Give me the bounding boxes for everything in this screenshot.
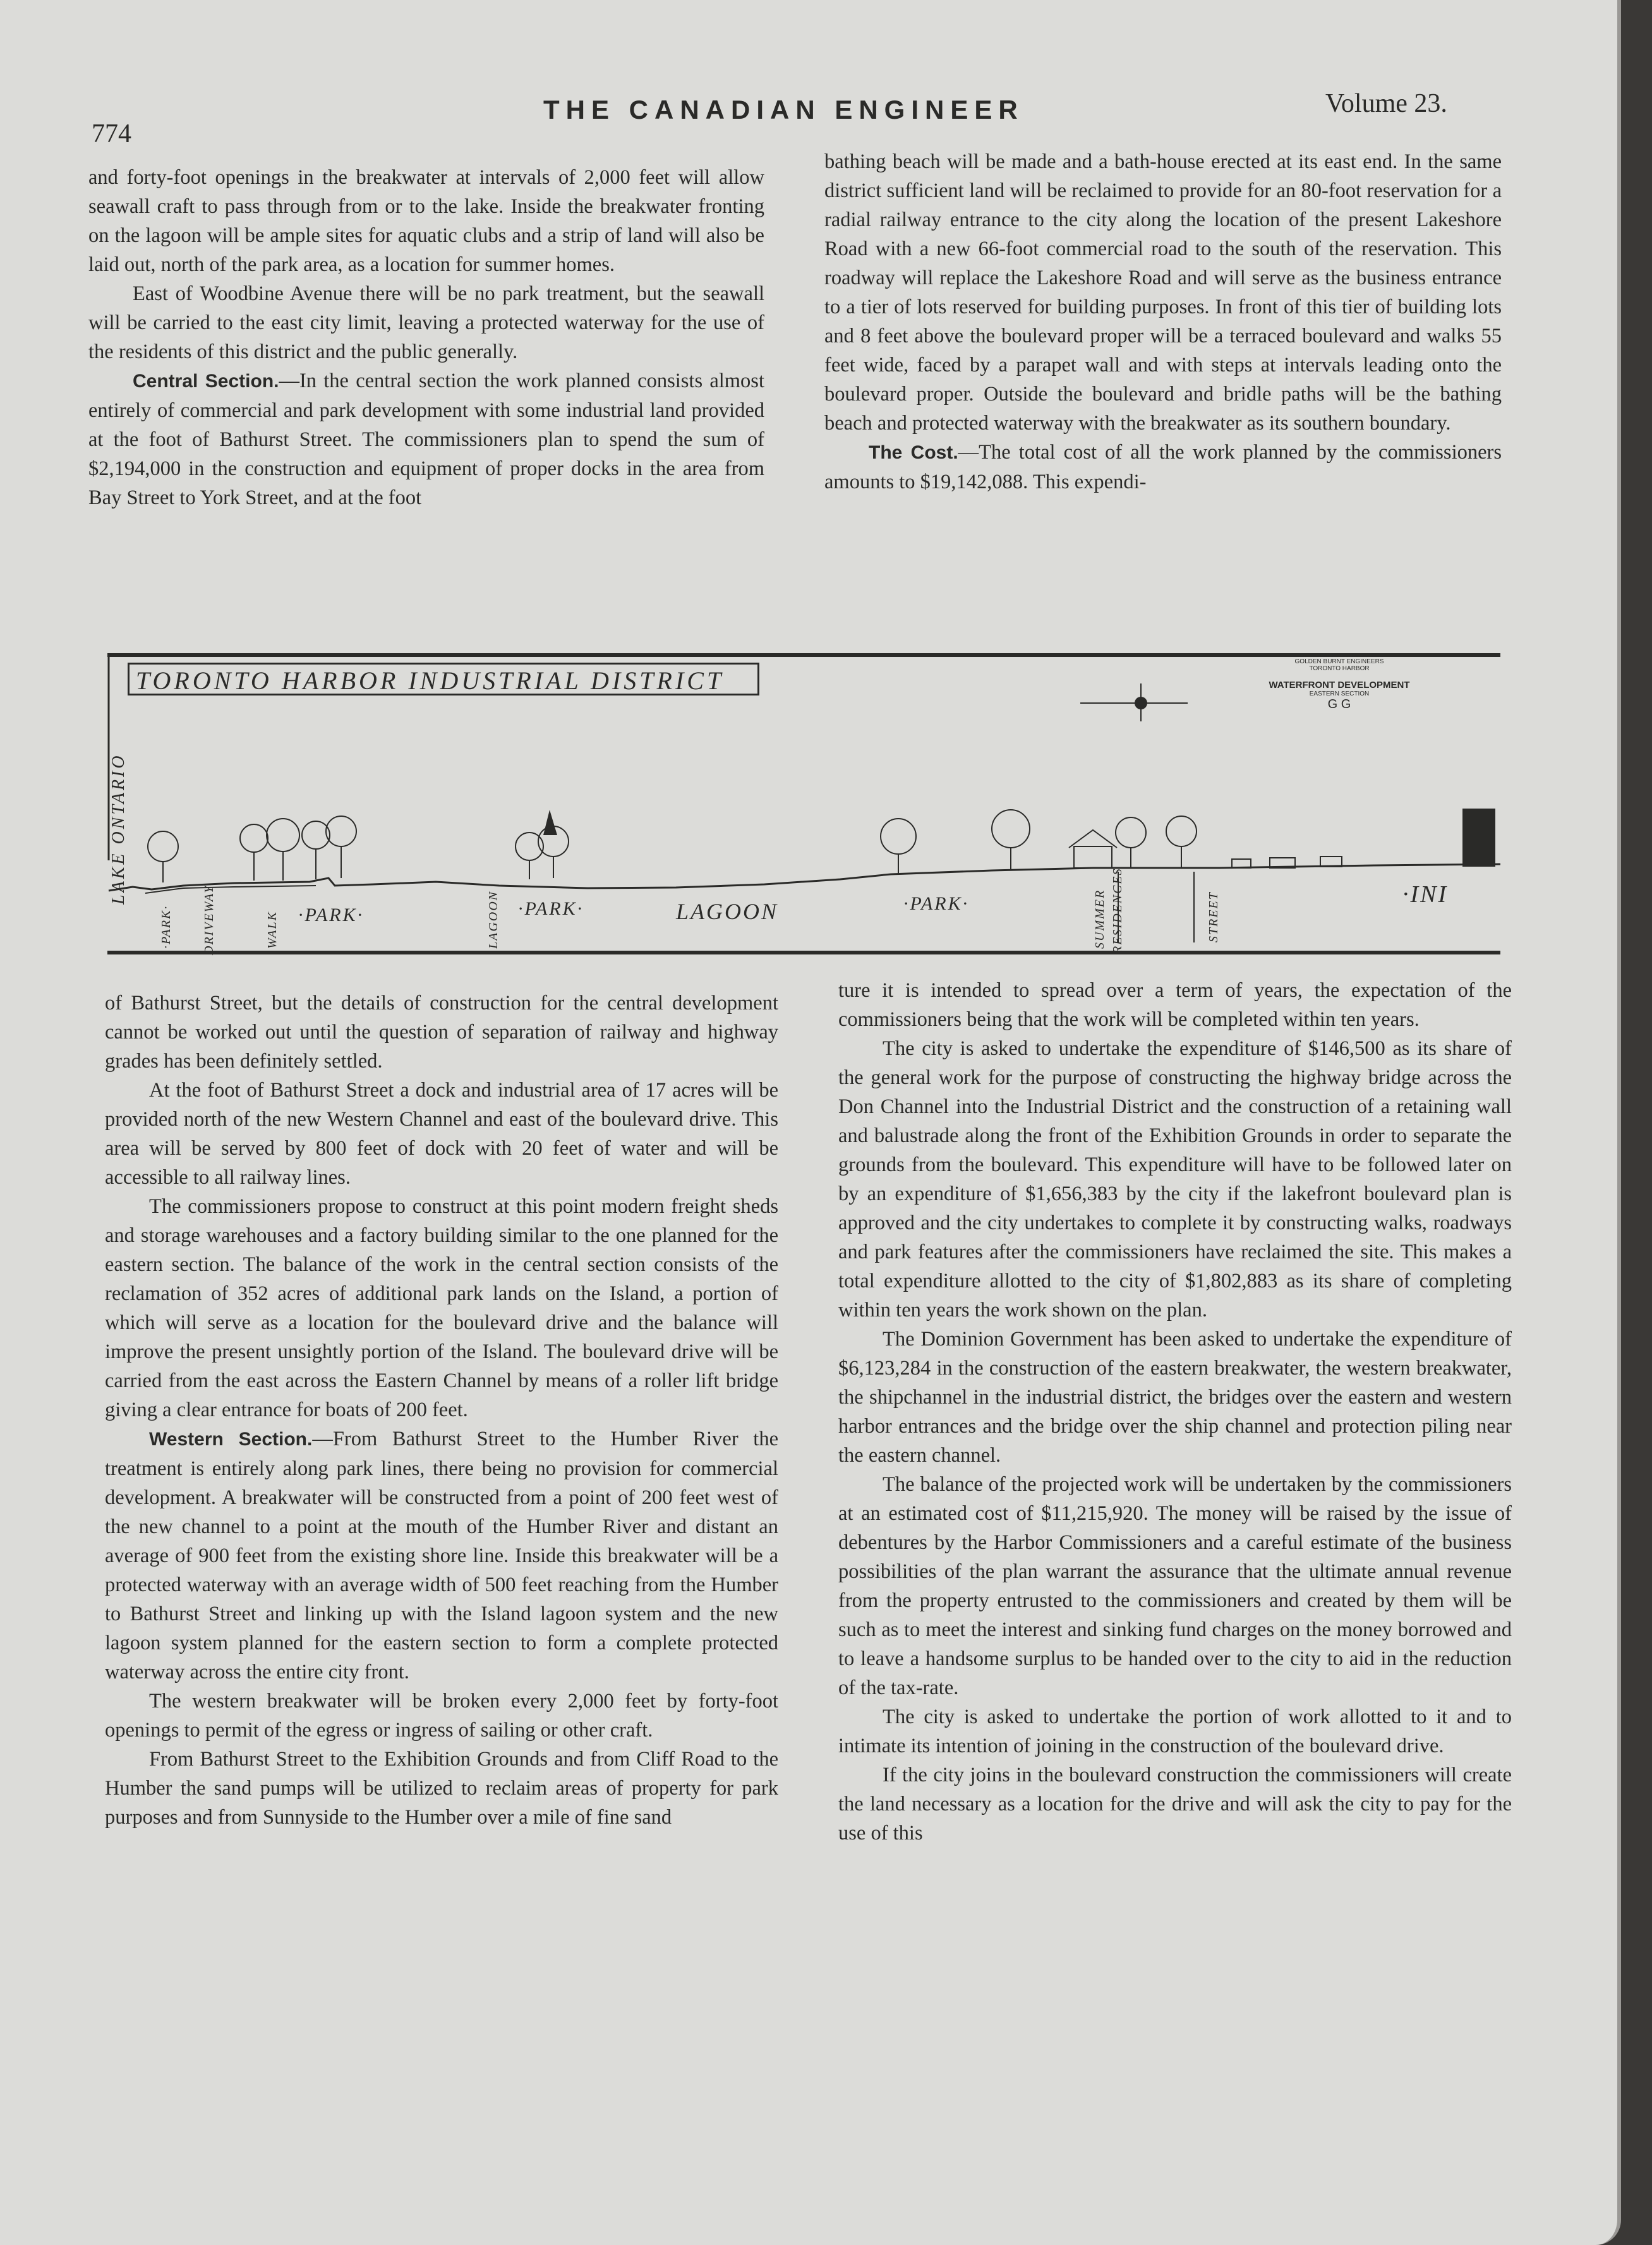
paragraph: ture it is intended to spread over a term of years, the expectation of the commissioners being that the work will be completed within ten years. [838,979,1512,1031]
paragraph: The Dominion Government has been asked to undertake the expenditure of $6,123,284 in the construction of the eastern breakwater, the western breakwater, the shipchannel in the industrial district, the bridges over the eastern and western harbor entrances and the bridge over the ship channel and protection piling near the eastern channel. [838,1328,1512,1467]
paragraph: bathing beach will be made and a bath-house erected at its east end. In the same district sufficient land will be reclaimed to provide for an 80-foot reservation for a radial railway entrance to the city along the location of the present Lakeshore Road with a new 66-foot commercial road to the south of the reservation. This roadway will replace the Lakeshore Road and will serve as the business entrance to a tier of lots reserved for building purposes. In front of this tier of building lots and 8 feet above the boulevard proper will be a terraced boulevard and walks 55 feet wide, faced by a parapet wall and with steps at intervals leading onto the boulevard proper. Outside the boulevard and bridle paths will be the bathing beach and protected waterway with the breakwater as its southern boundary. [824,150,1502,435]
lake-ontario-label: LAKE ONTARIO [109,753,128,905]
label-park-1: ·PARK· [298,905,365,925]
paragraph: From Bathurst Street to the Exhibition Grounds and from Cliff Road to the Humber the sand pumps will be utilized to reclaim areas of property for park purposes and from Sunnyside to the Humber over a mile of fine sand [105,1748,778,1829]
label-park-2: ·PARK· [518,898,584,919]
volume-label: Volume 23. [1325,89,1447,118]
page-number: 774 [92,119,131,148]
vertical-label-driveway: DRIVEWAY [202,884,216,955]
paragraph-text: —From Bathurst Street to the Humber River the treatment is entirely along park lines, there being no provision for commercial development. A breakwater will be constructed from a point of 200 feet west of the new channel to a point at the mouth of the Humber River and distant an average of 900 feet from the existing shore line. Inside this breakwater will be a protected waterway with an average width of 500 feet reaching from the Humber to Bathurst Street and linking up with the Island lagoon system and the new lagoon system planned for the eastern section to form a complete protected waterway across the entire city front. [105,1428,778,1683]
vertical-label-street: STREET [1207,891,1221,942]
paragraph: The balance of the projected work will be undertaken by the commissioners at an estimated cost of $11,215,920. The money will be raised by the issue of debentures by the Harbor Commissioners and a careful estimate of the business possibilities of the plan warrant the assurance that the ultimate annual revenue from the property entrusted to the commissioners and created by them will be such as to meet the interest and sinking fund charges on the money borrowed and to leave a handsome surplus to be handed over to the city to aid in the reduction of the tax-rate. [838,1473,1512,1699]
legend-line: GOLDEN BURNT ENGINEERS [1294,658,1384,665]
section-heading: Central Section. [133,371,279,392]
vertical-label-lagoon: LAGOON [486,890,500,949]
paragraph: East of Woodbine Avenue there will be no park treatment, but the seawall will be carried to the east city limit, leaving a protected waterway for the use of the residents of this district and the public generally. [88,282,764,363]
legend-title: WATERFRONT DEVELOPMENT [1269,680,1410,690]
section-heading: Western Section. [149,1429,313,1450]
paragraph: and forty-foot openings in the breakwater at intervals of 2,000 feet will allow seawall craft to pass through from or to the lake. Inside the breakwater fronting on the lagoon will be ample sites for aquatic clubs and a strip of land will also be laid out, north of the park area, as a location for summer homes. [88,166,764,276]
paragraph: of Bathurst Street, but the details of construction for the central development cannot be worked out until the question of separation of railway and highway grades has been definitely settled. [105,992,778,1073]
column-top-left [88,163,764,512]
paragraph: At the foot of Bathurst Street a dock and industrial area of 17 acres will be provided north of the new Western Channel and east of the boulevard drive. This area will be served by 800 feet of dock with 20 feet of water and will be accessible to all railway lines. [105,1079,778,1189]
paragraph: If the city joins in the boulevard construction the commissioners will create the land necessary as a location for the drive and will ask the city to pay for the use of this [838,1764,1512,1845]
legend-line: EASTERN SECTION [1309,690,1370,697]
label-lagoon: LAGOON [676,899,779,924]
vertical-label-summer: SUMMER [1093,889,1107,949]
paragraph: The city is asked to undertake the expenditure of $146,500 as its share of the general work for the purpose of constructing the highway bridge across the Don Channel into the Industrial District and the construction of a retaining wall and balustrade along the front of the Exhibition Grounds in order to separate the grounds from the boulevard. This expenditure will have to be followed later on by an expenditure of $1,656,383 by the city if the lakefront boulevard plan is approved and the city undertakes to complete it by constructing walks, roadways and park features after the commissioners have reclaimed the site. This makes a total expenditure allotted to the city of $1,802,883 as its share of completing within ten years the work shown on the plan. [838,1037,1512,1321]
paragraph [105,1424,778,1687]
map-legend [1245,658,1434,712]
paragraph: The city is asked to undertake the portion of work allotted to it and to intimate its intention of joining in the construction of the boulevard drive. [838,1706,1512,1757]
column-bottom-left [105,989,778,1832]
label-industrial: ·INI [1402,881,1449,908]
vertical-label-park: ·PARK· [159,905,173,949]
paragraph-text: —In the central section the work planned consists almost entirely of commercial and park development with some industrial land provided at the foot of Bathurst Street. The commissioners plan to spend the sum of $2,194,000 in the construction and equipment of proper docks in the area from Bay Street to York Street, and at the foot [88,370,764,509]
section-heading: The Cost. [869,442,958,463]
column-bottom-right [838,976,1512,1848]
paragraph-text: —The total cost of all the work planned by the commissioners amounts to $19,142,088. This expendi- [824,441,1502,493]
vertical-label-residences: RESIDENCES [1111,867,1124,954]
vertical-label-walk: WALK [265,911,279,949]
map-title: TORONTO HARBOR INDUSTRIAL DISTRICT [128,663,759,695]
paragraph: The western breakwater will be broken every 2,000 feet by forty-foot openings to permit of the egress or ingress of sailing or other craft. [105,1690,778,1742]
legend-line: TORONTO HARBOR [1309,665,1370,672]
paragraph: The commissioners propose to construct at this point modern freight sheds and storage warehouses and a factory building similar to the one planned for the eastern section. The balance of the work in the central section consists of the reclamation of 352 acres of additional park lands on the Island, a portion of which will serve as a location for the boulevard drive and the balance will improve the present unsightly portion of the Island. The boulevard drive will be carried from the east across the Eastern Channel by means of a roller lift bridge giving a clear entrance for boats of 200 feet. [105,1195,778,1421]
paragraph [88,366,764,512]
running-head: THE CANADIAN ENGINEER [543,95,1024,124]
column-top-right [824,147,1502,497]
legend-mark: G G [1327,697,1351,711]
paragraph [824,438,1502,497]
waterfront-elevation-drawing [107,646,1500,960]
label-park-3: ·PARK· [903,893,970,914]
